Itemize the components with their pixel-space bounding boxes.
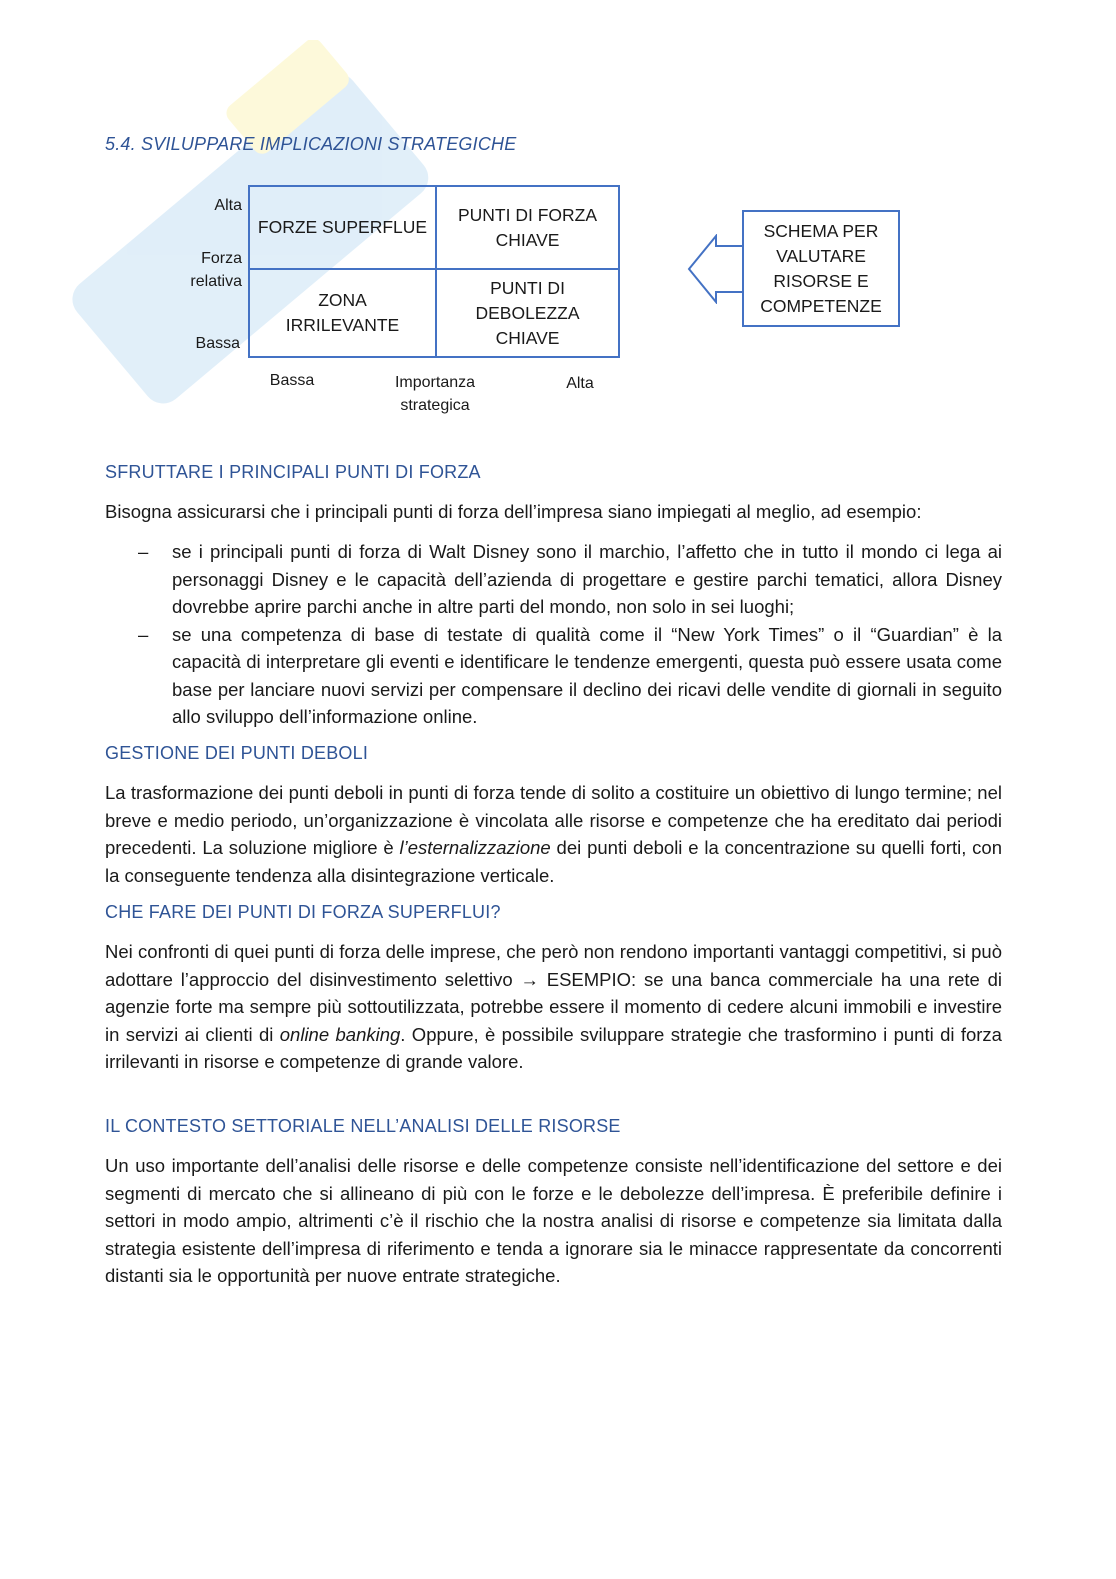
callout-line4: COMPETENZE xyxy=(760,295,882,316)
quadrant-bottom-right-line1: PUNTI DI xyxy=(490,277,565,298)
quadrant-bottom-right-line2: DEBOLEZZA xyxy=(475,302,580,323)
heading-contesto: IL CONTESTO SETTORIALE NELL’ANALISI DELLE RISORSE xyxy=(105,1116,621,1136)
paragraph-s3 xyxy=(105,938,1002,1076)
dash-bullet-icon: – xyxy=(138,541,149,562)
section-title: 5.4. SVILUPPARE IMPLICAZIONI STRATEGICHE xyxy=(105,134,517,154)
quadrant-bottom-left-line1: ZONA xyxy=(318,290,367,310)
quadrant-bottom-right xyxy=(437,270,618,356)
x-axis-high: Alta xyxy=(566,375,594,392)
heading-gestione: GESTIONE DEI PUNTI DEBOLI xyxy=(105,743,369,763)
y-axis-high: Alta xyxy=(214,197,242,214)
quadrant-top-left xyxy=(250,187,435,268)
list-item xyxy=(105,538,1002,621)
s3-text-b: ESEMPIO: se una banca commerciale ha una rete di agenzie forte ma sempre più sottoutilizzata, potrebbe essere il momento di cedere alcuni immobili e investire in servizi ai clienti di xyxy=(105,968,1003,1045)
y-axis-label-1: Forza xyxy=(201,250,242,267)
callout-line1: SCHEMA PER xyxy=(763,220,879,241)
y-axis-label-2: relativa xyxy=(190,273,242,290)
heading-superflui: CHE FARE DEI PUNTI DI FORZA SUPERFLUI? xyxy=(105,902,501,922)
paragraph-s2 xyxy=(105,779,1002,889)
paragraph-s1-intro: Bisogna assicurarsi che i principali punti di forza dell’impresa siano impiegati al meglio, ad esempio: xyxy=(105,501,922,522)
bullet-text-1: se i principali punti di forza di Walt Disney sono il marchio, l’affetto che in tutto il mondo ci lega ai personaggi Disney e le capacità dell’azienda di progettare e gestire parchi tematici, allora Disney dovrebbe aprire parchi anche in altre parti del mondo, non solo in sei luoghi; xyxy=(172,541,1002,617)
s2-text-a: La trasformazione dei punti deboli in punti di forza tende di solito a costituire un obiettivo di lungo termine; nel breve e medio periodo, un’organizzazione è vincolata alle risorse e competenze che ha ereditato dai periodi precedenti. La soluzione migliore è xyxy=(105,782,1002,858)
s2-text-emphasis: l’esternalizzazione xyxy=(399,837,551,858)
s3-text-a: Nei confronti di quei punti di forza delle imprese, che però non rendono importanti vantaggi competitivi, si può adottare l’approccio del disinvestimento selettivo xyxy=(105,941,1002,990)
s2-text-b: dei punti deboli e la concentrazione su quelli forti, con la conseguente tendenza alla disintegrazione verticale. xyxy=(105,837,1002,886)
x-axis-label-1: Importanza xyxy=(394,374,476,391)
dash-bullet-icon: – xyxy=(138,623,149,645)
bullet-text-2: se una competenza di base di testate di qualità come il “New York Times” o il “Guardian” è la capacità di interpretare gli eventi e identificare le tendenze emergenti, questa può essere usata come base per lanciare nuovi servizi per compensare il declino dei ricavi delle vendite di giornali in seguito allo sviluppo dell’informazione online. xyxy=(172,623,1002,727)
quadrant-bottom-left xyxy=(250,270,435,356)
list-item xyxy=(105,621,1002,731)
s3-text-emphasis: online banking xyxy=(279,1023,401,1045)
quadrant-top-right-line1: PUNTI DI FORZA xyxy=(457,204,598,225)
heading-sfruttare: SFRUTTARE I PRINCIPALI PUNTI DI FORZA xyxy=(105,462,481,482)
bullet-list-s1 xyxy=(105,538,1002,731)
right-arrow-icon: → xyxy=(520,968,539,990)
quadrant-top-right-line2: CHIAVE xyxy=(495,229,560,250)
x-axis-label-2: strategica xyxy=(400,397,470,414)
paragraph-s4: Un uso importante dell’analisi delle risorse e delle competenze consiste nell’identificazione del settore e dei segmenti di mercato che si allineano di più con le forze e le debolezze dell’impresa. È preferibile definire i settori in modo ampio, altrimenti c’è il rischio che la nostra analisi di risorse e competenze sia limitata dalla strategia esistente dell’impresa di riferimento e tenda a ignorare sia le minacce rappresentate da concorrenti distanti sia le opportunità per nuove entrate strategiche. xyxy=(105,1155,1002,1286)
quadrant-bottom-left-line2: IRRILEVANTE xyxy=(285,315,400,335)
quadrant-top-left-label: FORZE SUPERFLUE xyxy=(257,217,428,237)
schema-callout-box xyxy=(742,210,900,327)
matrix-grid xyxy=(248,185,620,358)
callout-line3: RISORSE E xyxy=(773,270,869,291)
x-axis-low: Bassa xyxy=(269,372,315,389)
left-arrow-icon xyxy=(686,234,748,304)
quadrant-bottom-right-line3: CHIAVE xyxy=(495,327,560,348)
y-axis-low: Bassa xyxy=(195,335,240,352)
callout-line2: VALUTARE xyxy=(776,245,866,266)
quadrant-top-right xyxy=(437,187,618,268)
s3-text-c: . Oppure, è possibile sviluppare strategie che trasformino i punti di forza irrilevanti in risorse e competenze di grande valore. xyxy=(105,1023,1002,1072)
